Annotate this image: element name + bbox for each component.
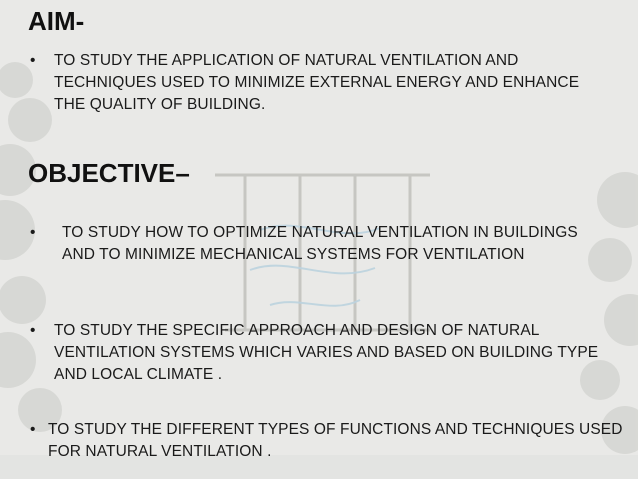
objective-text-1: TO STUDY HOW TO OPTIMIZE NATURAL VENTILATION IN BUILDINGS AND TO MINIMIZE MECHANICAL SYSTEMS FOR VENTILATION <box>62 224 578 263</box>
objective-bullet-3 <box>30 419 630 463</box>
aim-heading: AIM- <box>28 6 85 36</box>
bullet-marker: • <box>30 52 36 69</box>
bullet-marker: • <box>30 322 36 339</box>
objective-bullet-2 <box>30 320 600 386</box>
aim-text: TO STUDY THE APPLICATION OF NATURAL VENTILATION AND TECHNIQUES USED TO MINIMIZE EXTERNAL ENERGY AND ENHANCE THE QUALITY OF BUILDING. <box>54 52 580 113</box>
objective-bullet-1 <box>30 222 590 266</box>
objective-text-3: TO STUDY THE DIFFERENT TYPES OF FUNCTIONS AND TECHNIQUES USED FOR NATURAL VENTILATION . <box>48 421 623 460</box>
bullet-marker: • <box>30 421 36 438</box>
objective-text-2: TO STUDY THE SPECIFIC APPROACH AND DESIGN OF NATURAL VENTILATION SYSTEMS WHICH VARIES AND BASED ON BUILDING TYPE AND LOCAL CLIMATE . <box>54 322 599 383</box>
aim-bullet <box>30 50 590 116</box>
bullet-marker: • <box>30 224 36 241</box>
objective-heading: OBJECTIVE– <box>28 158 190 188</box>
